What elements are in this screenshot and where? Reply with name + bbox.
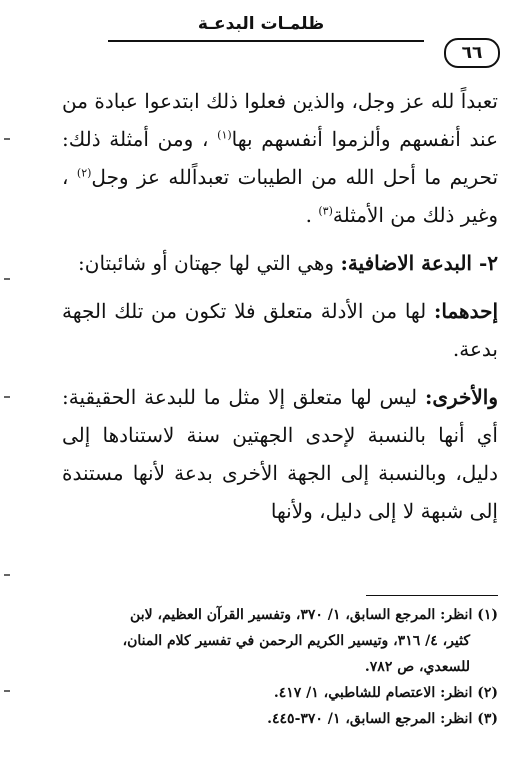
scan-edge-mark [4,278,10,280]
paragraph-3 [62,292,498,368]
footnote-rule [366,595,498,596]
paragraph-4 [62,378,498,530]
footnote-3: (٣) انظر: المرجع السابق، ١/ ٣٧٠-٤٤٥. [267,711,498,727]
text-line: تعبداً لله عز وجل، والذين فعلوا ذلك ابتدعوا [144,89,498,113]
text-line: ، وغير ذلك من الأمثلة [62,165,498,227]
page-number-badge: ٦٦ [444,38,500,68]
footnote-1-line: (١) انظر: المرجع السابق، ١/ ٣٧٠، وتفسير القرآن العظيم، لابن [130,607,498,623]
header-rule [108,40,424,42]
scan-edge-mark [4,396,10,398]
paragraph-text: وهي التي لها جهتان أو شائبتان: [78,251,335,275]
footnote-2: (٢) انظر: الاعتصام للشاطبي، ١/ ٤١٧. [273,685,498,701]
text-line: تعبداًلله عز وجل [91,165,230,189]
text-line: ومن أمثلة ذلك: تحريم ما أحل الله من الطيبات [62,127,499,189]
paragraph-text: ليس لها متعلق إلا مثل ما للبدعة الحقيقية: أي أنها بالنسبة لإحدى الجهتين سنة لاستنادها إلى دليل، وبالنسبة إلى الجهة الأخرى بدعة لأنها مستندة إلى شبهة لا إلى دليل، ولأنها [62,385,498,523]
footnote-ref: (٣) [318,204,333,218]
term-lead: إحدهما: [434,299,499,323]
text-line: عبادة من عند أنفسهم وألزموا أنفسهم بها [62,89,499,151]
footnotes [40,602,498,732]
footnote-ref: (٢) [76,166,92,180]
footnote-1-line: للسعدي، ص ٧٨٢. [364,659,470,675]
scan-edge-mark [4,690,10,692]
footnote-1-line: كثير، ٤/ ٣١٦، وتيسير الكريم الرحمن في تفسير كلام المنان، [122,633,470,649]
paragraph-1 [62,82,498,234]
footnote-ref: (١) [217,128,232,142]
paragraph-text: لها من الأدلة متعلق فلا تكون من تلك الجهة بدعة. [62,299,498,361]
paragraph-2 [62,244,498,282]
scan-edge-mark [4,574,10,576]
section-heading: ٢- البدعة الاضافية: [340,251,498,275]
running-header-title: ظلمـات البدعـة [197,14,325,34]
term-lead: والأخرى: [424,385,498,409]
main-text [62,82,498,530]
scan-edge-mark [4,138,10,140]
text-line: . [305,203,313,227]
text-line: ، [201,127,209,151]
